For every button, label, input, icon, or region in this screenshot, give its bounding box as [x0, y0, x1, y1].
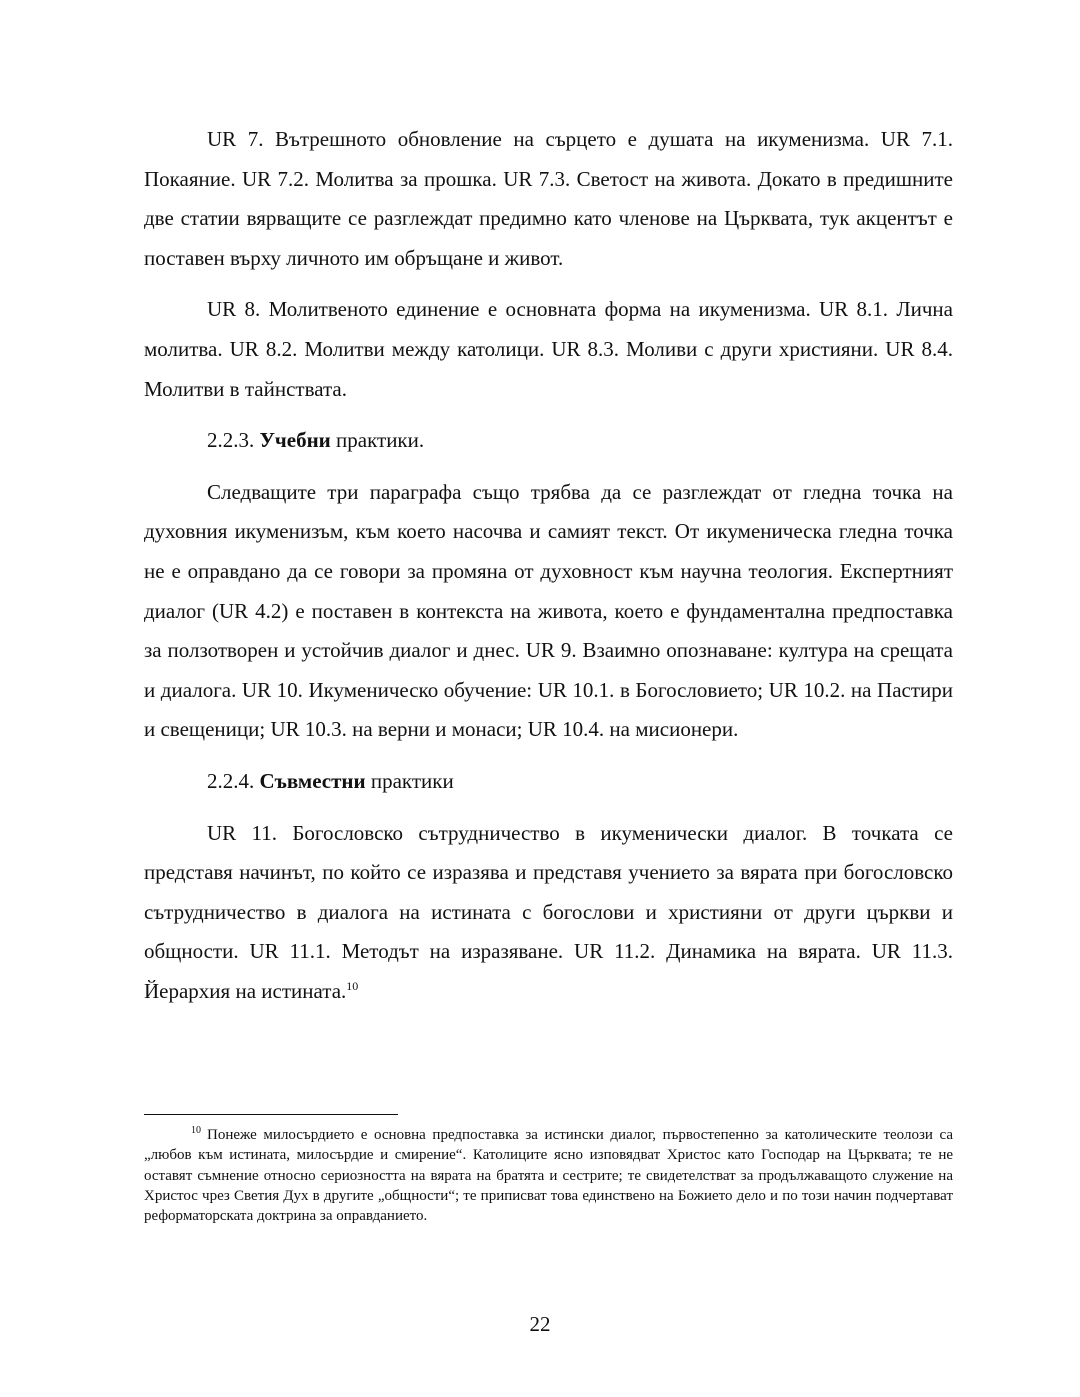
paragraph-ur11-text: UR 11. Богословско сътрудничество в икуменически диалог. В точката се представя начинът, по който се изразява и представя учението за вярата при богословско сътрудничество в диалога на истината с богослови и християни от други църкви и общности. UR 11.1. Методът на изразяване. UR 11.2. Динамика на вярата. UR 11.3. Йерархия на истината. [144, 820, 953, 1003]
footnote-number: 10 [191, 1125, 201, 1136]
section-heading-bold: Съвместни [259, 768, 366, 793]
section-heading-bold: Учебни [259, 428, 331, 453]
paragraph-study-practices: Следващите три параграфа също трябва да се разглеждат от гледна точка на духовния икуменизъм, към което насочва и самият текст. От икуменическа гледна точка не е оправдано да се говори за промяна от духовност към научна теология. Експертният диалог (UR 4.2) е поставен в контекста на живота, което е фундаментална предпоставка за ползотворен и устойчив диалог и днес. UR 9. Взаимно опознаване: култура на срещата и диалога. UR 10. Икуменическо обучение: UR 10.1. в Богословието; UR 10.2. на Пастири и свещеници; UR 10.3. на верни и монаси; UR 10.4. на мисионери. [144, 479, 953, 742]
footnote-reference[interactable]: 10 [346, 978, 359, 993]
section-heading-2-2-4 [144, 762, 953, 802]
section-number: 2.2.3. [207, 428, 255, 453]
footnote-area [144, 1114, 953, 1226]
paragraph-ur8: UR 8. Молитвеното единение е основната форма на икуменизма. UR 8.1. Лична молитва. UR 8.2. Молитви между католици. UR 8.3. Моливи с други християни. UR 8.4. Молитви в тайнствата. [144, 297, 953, 401]
page-number: 22 [529, 1312, 551, 1336]
paragraph-ur11 [144, 814, 953, 1012]
document-body [144, 120, 953, 1023]
footnote-separator [144, 1114, 398, 1115]
footnote-10 [144, 1125, 953, 1226]
footnote-text: Понеже милосърдието е основна предпоставка за истински диалог, първостепенно за католическите теолози са „любов към истината, милосърдие и смирение“. Католиците ясно изповядват Христос като Господар на Църквата; те не оставят съмнение относно сериозността на вярата на братята и сестрите; те свидетелстват за продължаващото служение на Христос чрез Светия Дух в другите „общности“; те приписват това единствено на Божието дело и по този начин подчертават реформаторската доктрина за оправданието. [144, 1127, 953, 1225]
paragraph-ur7: UR 7. Вътрешното обновление на сърцето е душата на икуменизма. UR 7.1. Покаяние. UR 7.2. Молитва за прошка. UR 7.3. Светост на живота. Докато в предишните две статии вярващите се разглеждат предимно като членове на Църквата, тук акцентът е поставен върху личното им обръщане и живот. [144, 127, 953, 270]
section-heading-rest: практики. [336, 428, 425, 453]
section-heading-2-2-3 [144, 421, 953, 461]
section-number: 2.2.4. [207, 768, 255, 793]
section-heading-rest: практики [370, 768, 454, 793]
